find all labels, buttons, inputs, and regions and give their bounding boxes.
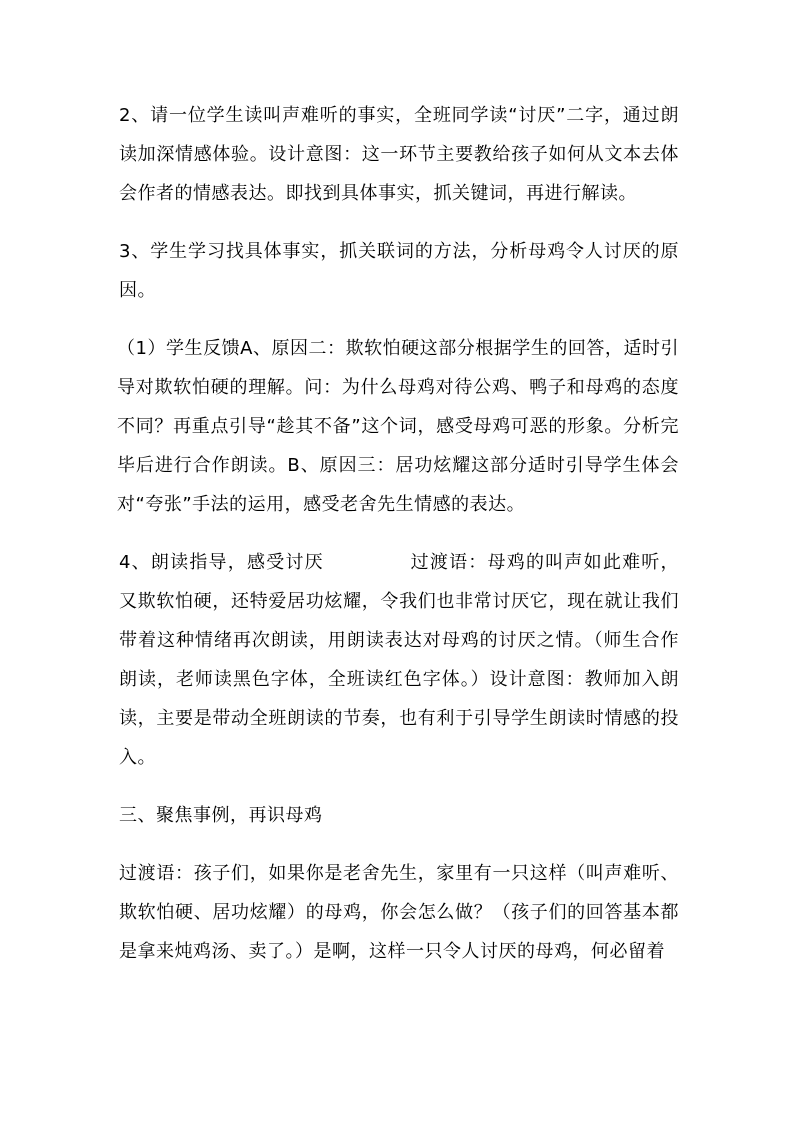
reading-guidance-lead: 4、朗读指导，感受讨厌 [119, 552, 324, 573]
paragraph-student-feedback: （1）学生反馈A、原因二：欺软怕硬这部分根据学生的回答，适时引导对欺软怕硬的理解。问：为什么母鸡对待公鸡、鸭子和母鸡的态度不同？再重点引导“趁其不备”这个词，感受母鸡可恶的形象。分析完毕后进行合作朗读。B、原因三：居功炫耀这部分适时引导学生体会对“夸张”手法的运用，感受老舍先生情感的表达。 [117, 338, 679, 515]
paragraph-find-facts-method: 3、学生学习找具体事实，抓关联词的方法，分析母鸡令人讨厌的原因。 [119, 241, 679, 301]
reading-guidance-text: 过渡语：母鸡的叫声如此难听，又欺软怕硬，还特爱居功炫耀，令我们也非常讨厌它，现在就让我们带着这种情绪再次朗读，用朗读表达对母鸡的讨厌之情。（师生合作朗读，老师读黑色字体，全班读红色字体。）设计意图：教师加入朗读，主要是带动全班朗读的节奏，也有利于引导学生朗读时情感的投入。 [119, 552, 680, 768]
section-heading: 三、聚焦事例，再识母鸡 [119, 805, 323, 826]
paragraph-transition: 过渡语：孩子们，如果你是老舍先生，家里有一只这样（叫声难听、欺软怕硬、居功炫耀）的母鸡，你会怎么做？（孩子们的回答基本都是拿来炖鸡汤、卖了。）是啊，这样一只令人讨厌的母鸡，何必留着 [119, 863, 679, 962]
paragraph-reading-facts: 2、请一位学生读叫声难听的事实，全班同学读“讨厌”二字，通过朗读加深情感体验。设计意图：这一环节主要教给孩子如何从文本去体会作者的情感表达。即找到具体事实，抓关键词，再进行解读。 [119, 105, 679, 204]
paragraph-reading-guidance [119, 543, 679, 777]
document-body [119, 96, 679, 990]
